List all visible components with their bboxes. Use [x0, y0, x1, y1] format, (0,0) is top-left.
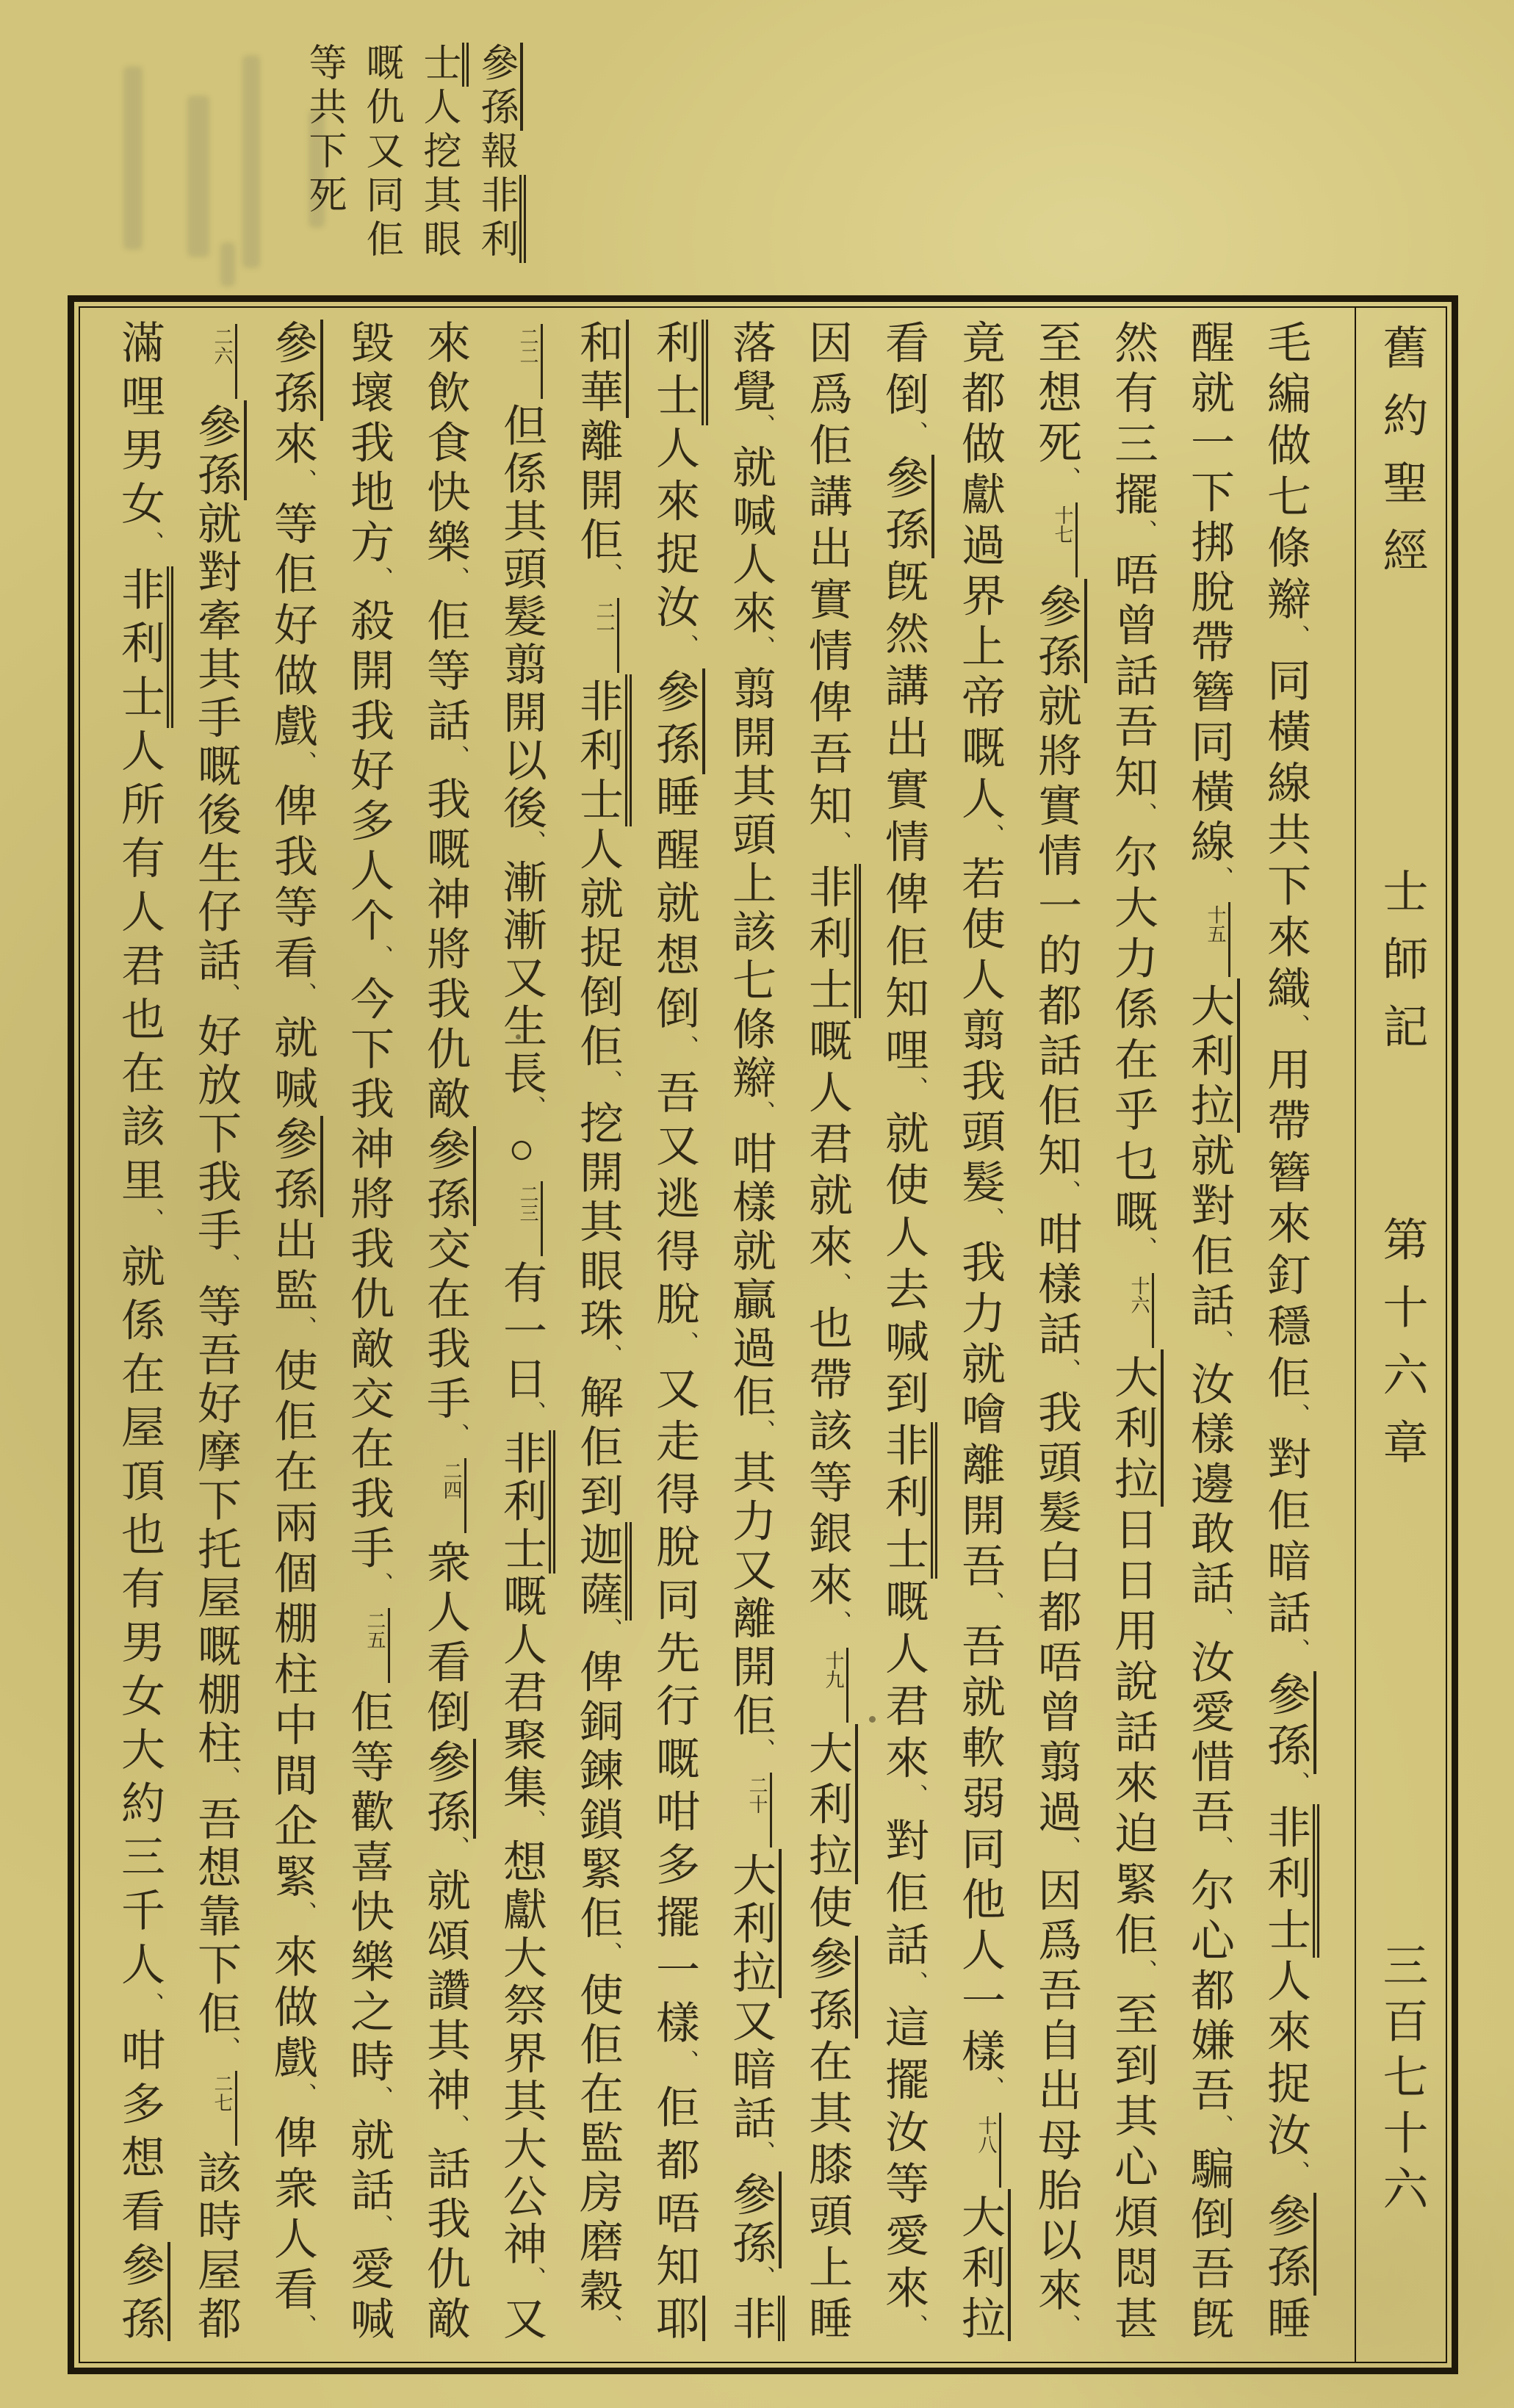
text-run: 就喊人來	[727, 444, 775, 639]
ideographic-comma: 、	[902, 420, 928, 452]
text-column	[1171, 320, 1247, 2341]
text-run: 就使人去喊到	[879, 1110, 928, 1423]
text-run: 尔大力係在乎乜嘅	[1109, 834, 1157, 1240]
ideographic-comma: 、	[902, 1784, 928, 1815]
text-run: 來做戲	[268, 1933, 317, 2086]
text-column	[407, 320, 483, 2341]
text-run: 報	[475, 131, 516, 175]
text-run: 佢都唔知	[650, 2084, 699, 2296]
ideographic-comma: 、	[215, 2036, 240, 2063]
person-name: 參孫	[1032, 579, 1087, 683]
ideographic-comma: 、	[978, 2076, 1004, 2106]
ideographic-comma: 、	[138, 531, 164, 564]
verse-number: 二一	[594, 598, 619, 673]
text-run: 我嘅神將我仇敵	[421, 776, 469, 1126]
ideographic-comma: 、	[749, 1100, 775, 1128]
ideographic-comma: 、	[367, 1572, 393, 1601]
verse-number: 十八	[976, 2113, 1001, 2188]
ideographic-comma: 、	[215, 1252, 240, 1280]
text-run: 咁樣話	[1032, 1211, 1081, 1361]
title-column	[1355, 308, 1446, 2362]
person-name: 參孫	[1261, 1671, 1316, 1774]
text-run: 咁樣就贏過佢	[727, 1130, 775, 1422]
text-column	[713, 320, 789, 2341]
text-run: 毀壞我地方	[345, 320, 393, 569]
place-name: 利士	[650, 320, 708, 425]
text-run: 就喊	[268, 1014, 317, 1117]
ideographic-comma: 、	[1208, 1329, 1233, 1358]
ideographic-comma: 、	[1055, 2314, 1081, 2339]
place-name: 非利	[475, 175, 526, 263]
person-name: 大利拉	[727, 1849, 782, 1998]
ideographic-comma: 、	[1131, 801, 1157, 832]
chapter-heading: 第十六章	[1376, 1216, 1426, 1486]
ideographic-comma: 、	[1131, 519, 1157, 549]
ideographic-comma: 、	[826, 830, 851, 861]
text-run: 對佢話	[879, 1817, 928, 1974]
text-run: 嘅仇又同佢	[360, 43, 402, 263]
ideographic-comma: 、	[1284, 1013, 1310, 1044]
text-run: 吾又逃得脫	[650, 1070, 699, 1335]
text-run: 嘅人君聚集	[497, 1573, 546, 1813]
book-title: 舊約聖經	[1376, 324, 1426, 594]
text-run: 人所有人君也在該里	[115, 727, 164, 1211]
text-column	[101, 320, 178, 2341]
section-title: 士師記	[1376, 868, 1426, 1070]
text-run: 佢等歡喜快樂之時	[345, 1684, 393, 2089]
text-column	[331, 320, 407, 2341]
ideographic-comma: 、	[673, 2050, 699, 2082]
text-column	[1095, 320, 1171, 2341]
ideographic-comma: 、	[367, 944, 393, 973]
ideographic-comma: 、	[749, 1738, 775, 1766]
ideographic-comma: 、	[138, 1208, 164, 1241]
verse-number: 十六	[1128, 1273, 1154, 1348]
text-run: 在其膝頭上睡	[803, 2038, 851, 2342]
text-column	[789, 320, 865, 2341]
ideographic-comma: 、	[520, 1809, 546, 1836]
ideographic-comma: 、	[1055, 466, 1081, 495]
place-name: 非	[727, 2296, 785, 2341]
text-run: 醒就一下挷脫帶簪同橫線	[1185, 320, 1233, 869]
person-name: 參孫	[650, 668, 705, 774]
text-run: 就頌讚其神	[421, 1867, 469, 2118]
text-run: 落覺	[727, 320, 775, 417]
ideographic-comma: 、	[1055, 1358, 1081, 1387]
person-name: 參孫	[192, 400, 247, 500]
text-run: 離開佢	[574, 418, 622, 566]
verse-number: 二十	[746, 1773, 772, 1848]
ideographic-comma: 、	[749, 414, 775, 441]
ideographic-comma: 、	[749, 1419, 775, 1447]
place-name: 非利士	[497, 1430, 555, 1574]
text-run: 這擺汝等愛來	[879, 2004, 928, 2317]
ideographic-comma: 、	[596, 1618, 622, 1646]
text-run: 至到其心煩悶甚	[1109, 1991, 1157, 2342]
text-run: 殺開我好多人个	[345, 597, 393, 948]
text-run: 等吾好摩下托屋嘅棚柱	[192, 1283, 240, 1769]
ideographic-comma: 、	[1284, 624, 1310, 655]
text-run: 俾我等看	[268, 782, 317, 986]
text-run: 騙倒吾旣	[1185, 2146, 1233, 2342]
text-run: 唔曾話吾知	[1109, 551, 1157, 805]
section-circle-mark: ○	[497, 1125, 546, 1178]
place-name: 士	[417, 43, 469, 87]
ideographic-comma: 、	[1208, 1607, 1233, 1637]
text-run: 又走得脫同先行嘅咁多擺一樣	[650, 1365, 699, 2053]
ideographic-comma: 、	[367, 566, 393, 595]
ideographic-comma: 、	[291, 750, 317, 780]
text-column	[483, 320, 560, 2341]
text-run: 至想死	[1032, 320, 1081, 469]
verse-number: 十五	[1205, 902, 1230, 977]
text-run: 看倒	[879, 320, 928, 424]
text-column	[254, 320, 331, 2341]
ideographic-comma: 、	[215, 983, 240, 1011]
ideographic-comma: 、	[1284, 1402, 1310, 1433]
text-run: 也帶該等銀來	[803, 1305, 851, 1614]
ideographic-comma: 、	[291, 982, 317, 1012]
text-run: 人來捉汝	[1261, 1958, 1310, 2163]
text-run: 汝樣邊敢話	[1185, 1360, 1233, 1611]
ideographic-comma: 、	[215, 1765, 240, 1794]
ideographic-comma: 、	[520, 2266, 546, 2293]
ideographic-comma: 、	[902, 1076, 928, 1107]
place-name: 非利士	[115, 566, 173, 727]
text-column	[865, 320, 942, 2341]
person-name: 大利拉	[803, 1724, 858, 1884]
person-name: 參孫	[421, 1126, 476, 1226]
text-run: 又	[497, 2296, 546, 2342]
text-run: 咁多想看	[115, 2027, 164, 2243]
text-run: 日日用說話來迫緊佢	[1109, 1506, 1157, 1963]
ideographic-comma: 、	[520, 1095, 546, 1122]
text-run: 好放下我手	[192, 1013, 240, 1256]
ideographic-comma: 、	[1284, 1638, 1310, 1668]
page-frame	[68, 295, 1458, 2374]
text-run: 滿哩男女	[115, 320, 164, 535]
ideographic-comma: 、	[1284, 1770, 1310, 1801]
text-run: 人就捉倒佢	[574, 826, 622, 1073]
person-name: 參孫	[727, 2171, 782, 2268]
text-run: 因爲吾自出母胎以來	[1032, 1867, 1081, 2318]
text-run: 又暗話	[727, 1997, 775, 2144]
text-run: 同橫線共下來織	[1261, 657, 1310, 1017]
verse-number: 二六	[212, 324, 237, 399]
ideographic-comma: 、	[826, 1610, 851, 1641]
text-run: 有一日	[497, 1258, 546, 1404]
margin-note-column	[466, 43, 524, 300]
ideographic-comma: 、	[978, 1207, 1004, 1237]
person-name: 參孫	[268, 320, 323, 421]
ideographic-comma: 、	[902, 1970, 928, 2002]
text-run: 我頭髮白都唔曾翦過	[1032, 1389, 1081, 1839]
text-run: 我力就噲離開吾	[956, 1239, 1004, 1594]
text-run: 竟都做獻過界上帝嘅人	[956, 320, 1004, 826]
text-run: 使佢在監房磨穀	[574, 1972, 622, 2318]
text-run: 出監	[268, 1216, 317, 1319]
text-run: 來	[268, 420, 317, 472]
text-column	[1018, 320, 1095, 2341]
ideographic-comma: 、	[444, 744, 469, 774]
ideographic-comma: 、	[291, 2082, 317, 2112]
person-name: 參孫	[1261, 2193, 1316, 2296]
text-run: 人挖其眼	[417, 87, 459, 263]
person-name: 和華	[574, 320, 629, 418]
person-name: 大利拉	[1185, 978, 1240, 1133]
ideographic-comma: 、	[902, 2314, 928, 2338]
text-run: 嘅人君來	[879, 1578, 928, 1787]
text-run: 等共下死	[303, 43, 345, 219]
text-run: 交在我手	[421, 1225, 469, 1426]
text-run: 旣然講出實情俾佢知哩	[879, 558, 928, 1080]
text-run: 想獻大祭界其大公神	[497, 1839, 546, 2269]
text-run: 尔心都嫌吾	[1185, 1867, 1233, 2118]
person-name: 耶	[650, 2296, 705, 2341]
place-name: 非利士	[879, 1422, 937, 1579]
margin-note-column	[295, 43, 352, 300]
ideographic-comma: 、	[1208, 2114, 1233, 2144]
ideographic-comma: 、	[291, 1901, 317, 1931]
text-run: 該時屋都	[192, 2146, 240, 2342]
text-run: 毛編做七條辮	[1261, 320, 1310, 628]
place-name: 非利士	[1261, 1804, 1319, 1958]
person-name: 參孫	[421, 1739, 476, 1839]
ideographic-comma: 、	[673, 1035, 699, 1067]
text-run: 解佢到	[574, 1374, 622, 1523]
text-run: 對佢暗話	[1261, 1435, 1310, 1642]
text-run: 人來捉汝	[650, 425, 699, 637]
text-column	[178, 320, 254, 2341]
person-name: 參孫	[879, 455, 934, 559]
text-run: 等佢好做戲	[268, 500, 317, 754]
scripture-text-area	[84, 320, 1355, 2351]
text-run: 用帶簪來釘穩佢	[1261, 1046, 1310, 1406]
ideographic-comma: 、	[367, 2086, 393, 2115]
text-run: 但係其頭髮翦開以後	[497, 400, 546, 833]
text-run: 若使人翦我頭髮	[956, 855, 1004, 1211]
ideographic-comma: 、	[444, 2114, 469, 2144]
verse-number: 二四	[441, 1458, 466, 1533]
margin-note-column	[409, 43, 466, 300]
text-run: 其力又離開佢	[727, 1449, 775, 1742]
ideographic-comma: 、	[826, 1272, 851, 1302]
place-name: 迦薩	[574, 1522, 632, 1621]
text-run: 就對佢話	[1185, 1132, 1233, 1333]
ideographic-comma: 、	[596, 1941, 622, 1969]
ideographic-comma: 、	[596, 2314, 622, 2339]
text-run: 佢等話	[421, 597, 469, 748]
ideographic-comma: 、	[291, 468, 317, 498]
place-name: 非利士	[574, 674, 632, 826]
ideographic-comma: 、	[291, 1315, 317, 1345]
ideographic-comma: 、	[1208, 1836, 1233, 1865]
text-column	[1247, 320, 1324, 2341]
text-run: 吾就軟弱同他人一樣	[956, 1623, 1004, 2080]
text-run: 就將實情一的都話佢知	[1032, 682, 1081, 1183]
page-frame-inner-rule	[79, 306, 1447, 2363]
verse-number: 十七	[1052, 502, 1078, 577]
margin-note-column	[352, 43, 409, 300]
ideographic-comma: 、	[1208, 865, 1233, 895]
text-column	[942, 320, 1018, 2341]
text-run: 使	[803, 1884, 851, 1936]
ideographic-comma: 、	[520, 829, 546, 857]
text-run: 就話	[345, 2117, 393, 2218]
text-run: 俾銅鍊鎖緊佢	[574, 1648, 622, 1944]
ideographic-comma: 、	[444, 1422, 469, 1452]
text-run: 汝愛惜吾	[1185, 1639, 1233, 1839]
verse-number: 二三	[517, 1181, 543, 1256]
text-run: 然有三擺	[1109, 320, 1157, 522]
text-run: 愛喊	[345, 2246, 393, 2342]
text-run: 挖開其眼珠	[574, 1100, 622, 1347]
person-name: 參孫	[803, 1936, 858, 2038]
ideographic-comma: 、	[367, 2214, 393, 2243]
text-run: 翦開其頭上該七條辮	[727, 666, 775, 1103]
ideographic-comma: 、	[673, 1331, 699, 1363]
margin-summary-note	[290, 43, 524, 300]
person-name: 參孫	[115, 2242, 170, 2341]
ideographic-comma: 、	[520, 1400, 546, 1427]
person-name: 參孫	[268, 1116, 323, 1217]
ideographic-comma: 、	[749, 635, 775, 663]
verse-number: 二七	[212, 2071, 237, 2146]
verse-number: 十九	[823, 1648, 848, 1723]
text-run: 俾衆人看	[268, 2114, 317, 2318]
text-run: 來飲食快樂	[421, 320, 469, 569]
ideographic-comma: 、	[1131, 1236, 1157, 1266]
person-name: 參孫	[475, 43, 523, 131]
text-run: 睡	[1261, 2296, 1310, 2342]
text-run: 嘅人君就來	[803, 1017, 851, 1275]
text-run: 今下我神將我仇敵交在我手	[345, 976, 393, 1576]
text-run: 話我仇敵	[421, 2146, 469, 2342]
person-name: 大利拉	[1109, 1349, 1164, 1507]
ideographic-comma: 、	[1055, 1179, 1081, 1208]
text-run: 因爲佢講出實情俾吾知	[803, 320, 851, 834]
ideographic-comma: 、	[749, 2265, 775, 2293]
ideographic-comma: 、	[596, 1069, 622, 1097]
ideographic-comma: 、	[138, 1991, 164, 2025]
ideographic-comma: 、	[444, 566, 469, 595]
text-run: 睡醒就想倒	[650, 774, 699, 1039]
place-name: 非利士	[803, 864, 861, 1018]
person-name: 大利拉	[956, 2189, 1011, 2341]
text-run: 就對牽其手嘅後生仔話	[192, 500, 240, 987]
ideographic-comma: 、	[1055, 1836, 1081, 1865]
ideographic-comma: 、	[596, 1344, 622, 1372]
text-run: 漸漸又生長	[497, 859, 546, 1099]
text-column	[636, 320, 713, 2341]
verse-number: 二五	[364, 1608, 390, 1683]
folio-page-number: 三百七十六	[1376, 1942, 1426, 2221]
ideographic-comma: 、	[1131, 1959, 1157, 1989]
ideographic-comma: 、	[978, 823, 1004, 853]
verse-number: 二二	[517, 324, 543, 399]
text-run: 吾想靠下佢	[192, 1796, 240, 2039]
ideographic-comma: 、	[978, 1590, 1004, 1621]
ideographic-comma: 、	[749, 2141, 775, 2169]
ideographic-comma: 、	[291, 2314, 317, 2339]
text-column	[560, 320, 636, 2341]
text-run: 衆人看倒	[421, 1535, 469, 1740]
ideographic-comma: 、	[673, 633, 699, 666]
ideographic-comma: 、	[596, 563, 622, 591]
text-run: 使佢在兩個棚柱中間企緊	[268, 1347, 317, 1905]
text-run: 就係在屋頂也有男女大約三千人	[115, 1243, 164, 1995]
ideographic-comma: 、	[1284, 2160, 1310, 2191]
ideographic-comma: 、	[444, 1836, 469, 1865]
